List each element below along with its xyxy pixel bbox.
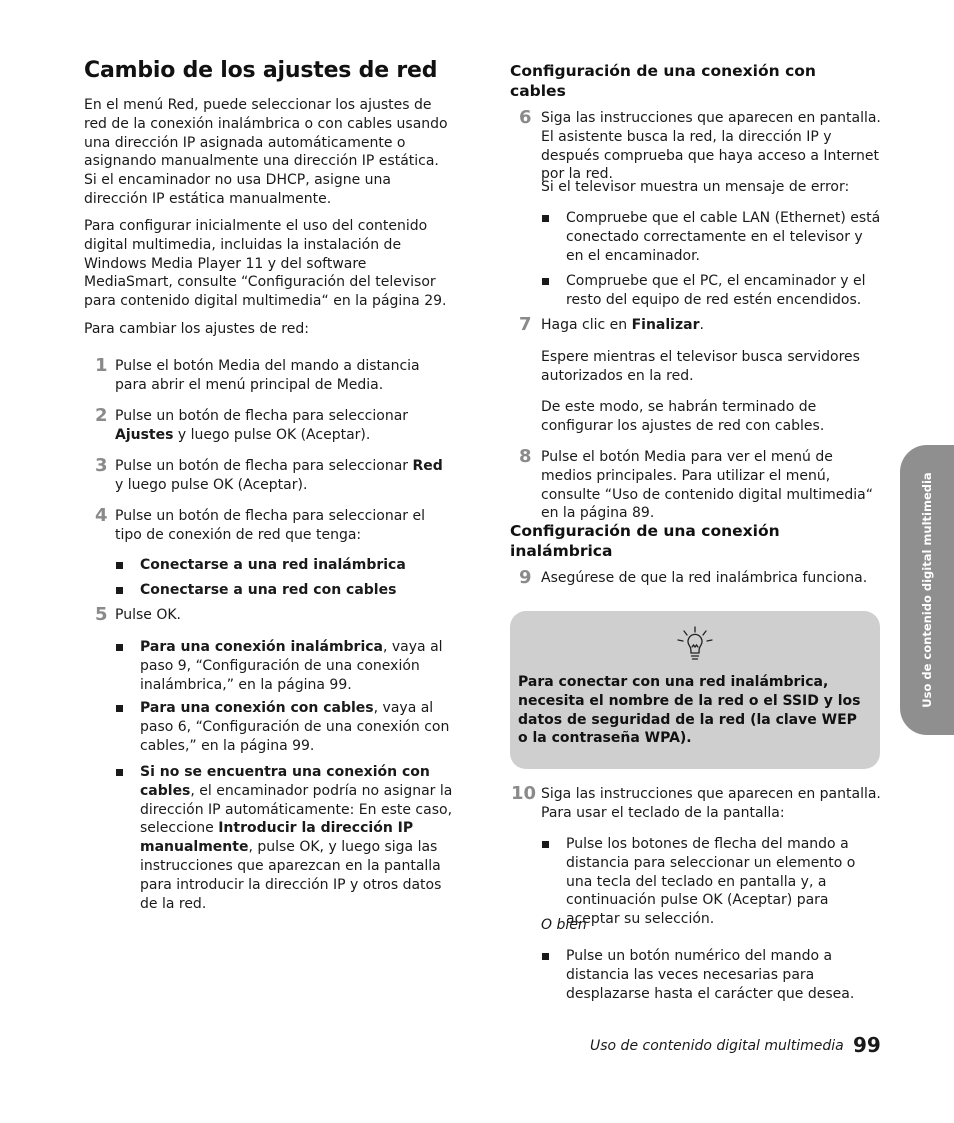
page-number: 99 [853,1033,881,1057]
intro-paragraph-2: Para configurar inicialmente el uso del contenido digital multimedia, incluidas la instalación de Windows Media Player 11 y del software MediaSmart, consulte “Configuración del televisor para contenido digital multimedia“ en la página 29. [84,218,447,310]
step-number-6: 6 [519,107,532,128]
step-5-bullet-wired: Para una conexión con cables, vaya al paso 6, “Configuración de una conexión con cables,” en la página 99. [140,700,450,754]
wireless-heading: Configuración de una conexión inalámbrica [510,522,780,560]
intro-paragraph-1: En el menú Red, puede seleccionar los ajustes de red de la conexión inalámbrica o con cables usando una dirección IP asignada automáticamente o asignando manualmente una dirección IP estática. Si el encaminador no usa DHCP, asigne una dirección IP estática manualmente. [84,97,448,207]
step-10-bullet-arrows: Pulse los botones de flecha del mando a distancia para seleccionar un elemento o una tecla del teclado en pantalla y, a continuación pulse OK (Aceptar) para aceptar su selección. [566,836,856,928]
step-9-text: Asegúrese de que la red inalámbrica funciona. [541,570,868,586]
square-bullet [116,587,123,594]
wired-heading: Configuración de una conexión con cables [510,62,816,100]
step-10-bullet-numeric: Pulse un botón numérico del mando a distancia las veces necesarias para desplazarse hasta el carácter que desea. [566,948,855,1002]
square-bullet [116,644,123,651]
step-3-text: Pulse un botón de flecha para seleccionar Red y luego pulse OK (Aceptar). [115,458,443,493]
footer-section-title: Uso de contenido digital multimedia [590,1038,844,1054]
intro-paragraph-3: Para cambiar los ajustes de red: [84,321,309,337]
square-bullet [542,215,549,222]
step-6-text: Siga las instrucciones que aparecen en pantalla. El asistente busca la red, la dirección IP y después comprueba que haya acceso a Internet por la red. [541,110,881,183]
step-number-2: 2 [95,405,108,426]
step-6-error: Si el televisor muestra un mensaje de error: [541,179,850,195]
section-side-tab-label: Uso de contenido digital multimedia [920,472,934,708]
square-bullet [542,953,549,960]
square-bullet [542,278,549,285]
step-7-text: Haga clic en Finalizar. [541,317,704,333]
step-10-text: Siga las instrucciones que aparecen en pantalla. Para usar el teclado de la pantalla: [541,786,881,821]
step-number-1: 1 [95,355,108,376]
step-5-bullet-wireless: Para una conexión inalámbrica, vaya al paso 9, “Configuración de una conexión inalámbrica,” en la página 99. [140,639,443,693]
step-4-text: Pulse un botón de flecha para seleccionar el tipo de conexión de red que tenga: [115,508,425,543]
step-number-4: 4 [95,505,108,526]
step-number-5: 5 [95,604,108,625]
step-number-10: 10 [511,783,537,804]
page-title: Cambio de los ajustes de red [84,58,438,83]
square-bullet [116,705,123,712]
square-bullet [116,769,123,776]
step-7-wait: Espere mientras el televisor busca servidores autorizados en la red. [541,349,860,384]
step-1-text: Pulse el botón Media del mando a distancia para abrir el menú principal de Media. [115,358,420,393]
step-number-8: 8 [519,446,532,467]
step-number-7: 7 [519,314,532,335]
step-6-bullet-power: Compruebe que el PC, el encaminador y el resto del equipo de red estén encendidos. [566,273,866,308]
option-wired: Conectarse a una red con cables [140,582,397,598]
square-bullet [116,562,123,569]
step-2-text: Pulse un botón de flecha para seleccionar Ajustes y luego pulse OK (Aceptar). [115,408,409,443]
step-5-text: Pulse OK. [115,607,181,623]
step-5-bullet-manual: Si no se encuentra una conexión con cables, el encaminador podría no asignar la dirección IP automáticamente: En este caso, seleccione Introducir la dirección IP manualmente, pulse OK, y luego siga las instrucciones que aparezcan en la pantalla para introducir la dirección IP y otros datos de la red. [140,764,453,912]
tip-box [510,611,880,769]
option-wireless: Conectarse a una red inalámbrica [140,557,406,573]
step-10-or: O bien [541,917,587,933]
step-6-bullet-cable: Compruebe que el cable LAN (Ethernet) está conectado correctamente en el televisor y en el encaminador. [566,210,881,264]
step-7-done: De este modo, se habrán terminado de configurar los ajustes de red con cables. [541,399,825,434]
square-bullet [542,841,549,848]
tip-text: Para conectar con una red inalámbrica, necesita el nombre de la red o el SSID y los datos de seguridad de la red (la clave WEP o la contraseña WPA). [518,674,861,747]
step-number-9: 9 [519,567,532,588]
step-number-3: 3 [95,455,108,476]
lightbulb-icon [675,625,715,665]
step-8-text: Pulse el botón Media para ver el menú de medios principales. Para utilizar el menú, consulte “Uso de contenido digital multimedia“ en la página 89. [541,449,874,522]
